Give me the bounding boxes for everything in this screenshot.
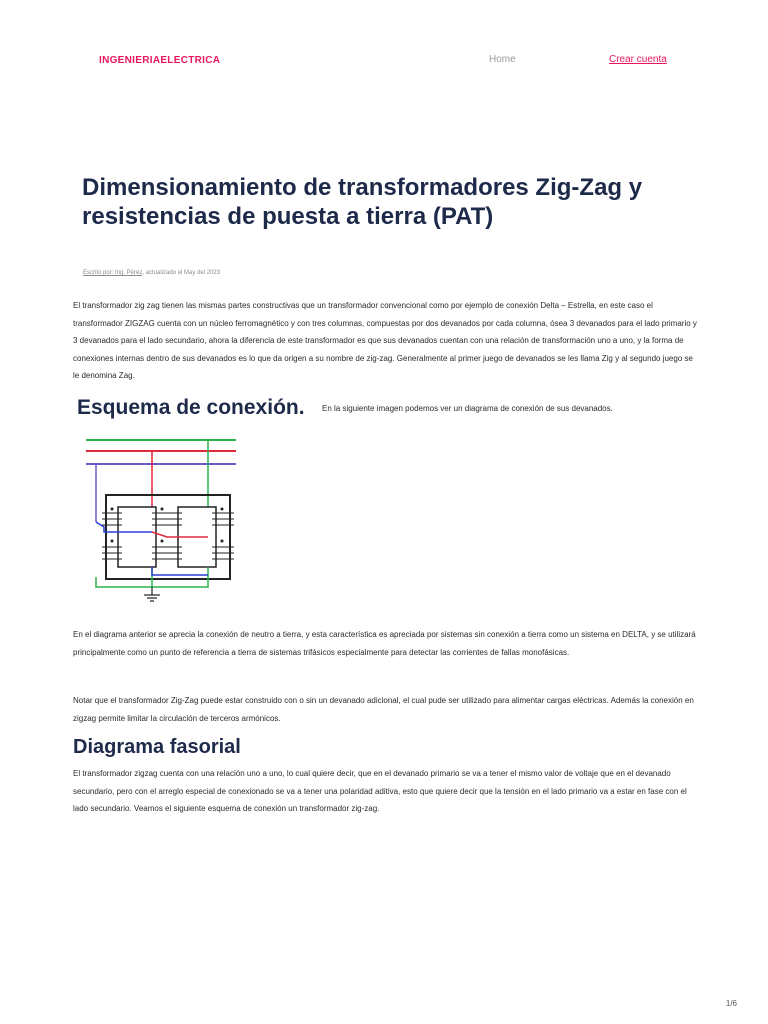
byline-updated: actualizado el May del 2023 bbox=[145, 270, 221, 276]
zigzag-transformer-wiring-diagram-icon bbox=[82, 437, 242, 605]
intro-paragraph: El transformador zig zag tienen las mismas partes constructivas que un transformador convencional como por ejemplo de conexión Delta – Estrella, en este caso el transformador ZIGZAG cuenta con un núcleo ferromagnético y con tres columnas, compuestas por dos devanados por cada columna, ósea 3 devanados para el lado primario y 3 devanados para el lado secundario, ahora la diferencia de este transformador es que sus devanados cuentan con una relación de transformación uno a uno, y la forma de conexiones internas dentro de sus devanados es lo que da origen a su nombre de zig-zag. Generalmente al primer juego de devanados se les llama Zig y al segundo juego se le denomina Zag. bbox=[73, 301, 697, 380]
brand-logo[interactable]: INGENIERIAELECTRICA bbox=[99, 55, 221, 66]
create-account-link[interactable]: Crear cuenta bbox=[609, 54, 667, 65]
phasor-paragraph: El transformador zigzag cuenta con una relación uno a uno, lo cual quiere decir, que en el devanado primario se va a tener el mismo valor de voltaje que en el devanado secundario, pero con el arreglo especial de conexionado se va a tener una polaridad aditiva, esto que quiere decir que la tensión en el lado primario va a estar en fase con el lado secundario. Veamos el siguiente esquema de conexión un transformador zig-zag. bbox=[73, 769, 687, 813]
page-number: 1/6 bbox=[725, 999, 737, 1008]
section-heading-phasor: Diagrama fasorial bbox=[73, 736, 241, 758]
article-byline: Escrito por: Ing. Pérez, actualizado el May del 2023 bbox=[83, 270, 221, 276]
byline-author[interactable]: Escrito por: Ing. Pérez bbox=[83, 270, 143, 276]
section-heading-connection: Esquema de conexión. bbox=[77, 396, 305, 419]
neutral-ground-paragraph: En el diagrama anterior se aprecia la conexión de neutro a tierra, y esta característica es apreciada por sistemas sin conexión a tierra como un sistema en DELTA, y se utilizará principalmente como un punto de referencia a tierra de sistemas trifásicos especialmente para detectar las corrientes de fallas monofásicas. bbox=[73, 630, 696, 657]
zigzag-note-paragraph: Notar que el transformador Zig-Zag puede estar construido con o sin un devanado adicional, el cual pude ser utilizado para alimentar cargas eléctricas. Además la conexión en zigzag permite limitar la circulación de terceros armónicos. bbox=[73, 696, 694, 723]
section-connection-note: En la siguiente imagen podemos ver un diagrama de conexión de sus devanados. bbox=[322, 404, 613, 413]
nav-home-link[interactable]: Home bbox=[489, 54, 516, 65]
article-title: Dimensionamiento de transformadores Zig-Zag y resistencias de puesta a tierra (PAT) bbox=[82, 174, 643, 230]
